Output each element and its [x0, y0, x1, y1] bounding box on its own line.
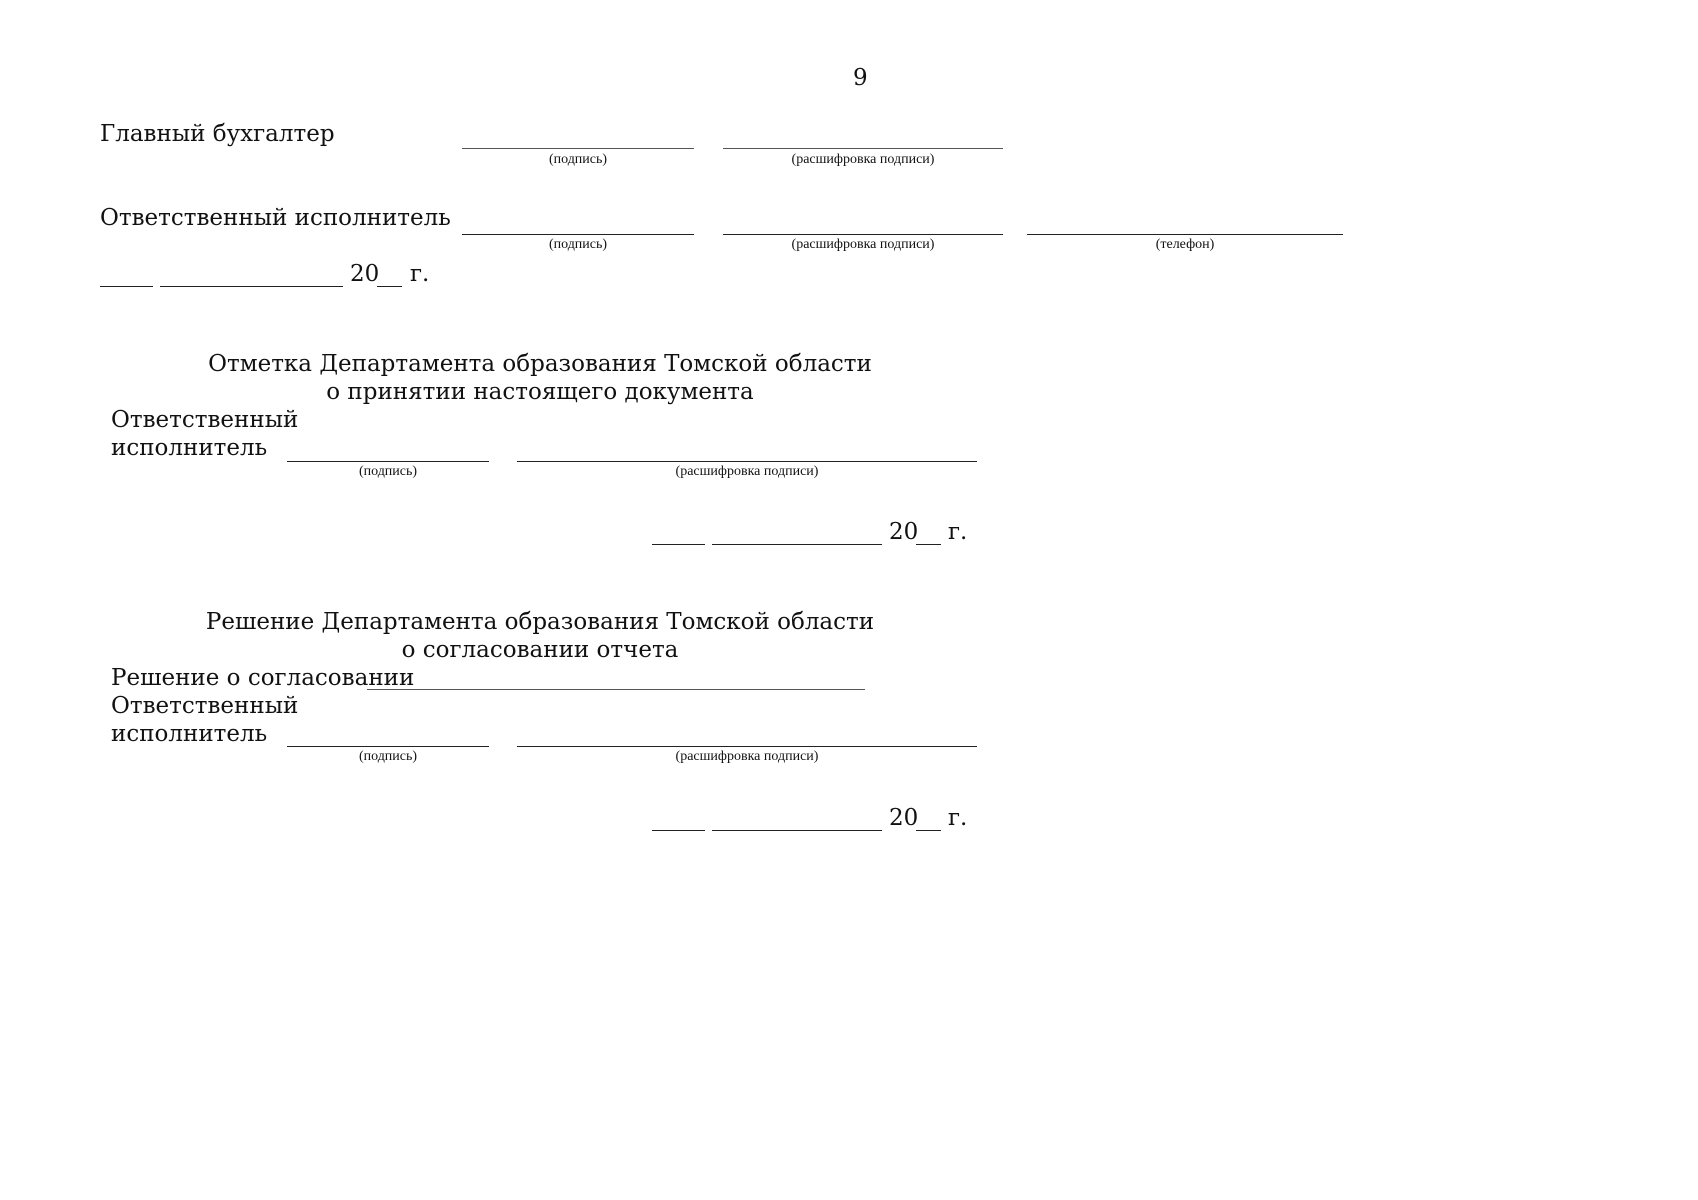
acceptance-date-year-line[interactable] [916, 544, 941, 545]
decision-title-line1: Решение Департамента образования Томской области [205, 609, 875, 635]
executor-signature-caption: (подпись) [548, 237, 608, 252]
date-month-line[interactable] [160, 286, 343, 287]
decision-decoding-line[interactable] [517, 746, 977, 747]
decision-executor-line2: исполнитель [111, 721, 268, 747]
date-year-prefix: 20 [350, 261, 380, 287]
page-number: 9 [853, 65, 868, 91]
acceptance-date-year-prefix: 20 [889, 519, 919, 545]
executor-decoding-caption: (расшифровка подписи) [791, 237, 935, 252]
acceptance-executor-line2: исполнитель [111, 435, 268, 461]
chief-accountant-signature-caption: (подпись) [548, 152, 608, 167]
date-year-line[interactable] [377, 286, 402, 287]
chief-accountant-signature-line[interactable] [462, 148, 694, 149]
executor-label: Ответственный исполнитель [100, 205, 451, 231]
decision-approval-line[interactable] [367, 689, 865, 690]
decision-signature-caption: (подпись) [358, 749, 418, 764]
decision-date-year-line[interactable] [916, 830, 941, 831]
decision-date-day-line[interactable] [652, 830, 705, 831]
decision-signature-line[interactable] [287, 746, 489, 747]
acceptance-date-year-suffix: г. [948, 519, 968, 545]
acceptance-title-line2: о принятии настоящего документа [326, 379, 754, 405]
decision-title-line2: о согласовании отчета [401, 637, 679, 663]
acceptance-executor-line1: Ответственный [111, 407, 299, 433]
chief-accountant-decoding-caption: (расшифровка подписи) [791, 152, 935, 167]
date-year-suffix: г. [410, 261, 430, 287]
acceptance-date-day-line[interactable] [652, 544, 705, 545]
executor-decoding-line[interactable] [723, 234, 1003, 235]
decision-executor-line1: Ответственный [111, 693, 299, 719]
executor-phone-line[interactable] [1027, 234, 1343, 235]
acceptance-decoding-caption: (расшифровка подписи) [675, 464, 819, 479]
executor-phone-caption: (телефон) [1155, 237, 1215, 252]
chief-accountant-decoding-line[interactable] [723, 148, 1003, 149]
decision-date-year-prefix: 20 [889, 805, 919, 831]
decision-decoding-caption: (расшифровка подписи) [675, 749, 819, 764]
decision-date-month-line[interactable] [712, 830, 882, 831]
acceptance-signature-line[interactable] [287, 461, 489, 462]
acceptance-decoding-line[interactable] [517, 461, 977, 462]
executor-signature-line[interactable] [462, 234, 694, 235]
acceptance-title-line1: Отметка Департамента образования Томской области [208, 351, 872, 377]
acceptance-date-month-line[interactable] [712, 544, 882, 545]
chief-accountant-label: Главный бухгалтер [100, 121, 335, 147]
acceptance-signature-caption: (подпись) [358, 464, 418, 479]
date-day-line[interactable] [100, 286, 153, 287]
decision-date-year-suffix: г. [948, 805, 968, 831]
decision-approval-label: Решение о согласовании [111, 665, 415, 691]
